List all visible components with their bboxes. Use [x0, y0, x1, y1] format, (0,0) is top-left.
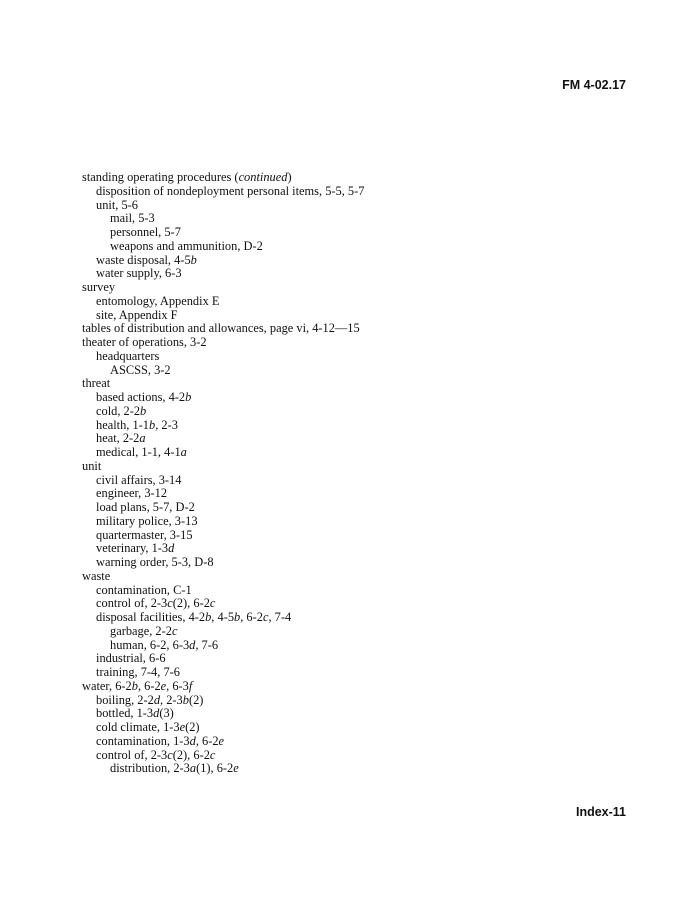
entry-text: (1), 6-2	[196, 761, 234, 776]
index-entry-level-1	[82, 584, 364, 598]
index-entry-level-1	[82, 515, 364, 529]
entry-text: quartermaster, 3-15	[96, 527, 193, 542]
index-entry-level-2	[82, 240, 364, 254]
entry-text: training, 7-4, 7-6	[96, 665, 180, 679]
entry-text: , 6-2	[195, 733, 219, 748]
entry-text: human, 6-2, 6-3	[110, 637, 190, 652]
entry-text: (2), 6-2	[172, 747, 210, 762]
entry-text: , 2-3	[155, 417, 178, 432]
entry-text: cold, 2-2	[96, 403, 141, 418]
index-entry-level-2	[82, 364, 364, 378]
entry-text: personnel, 5-7	[110, 225, 181, 239]
entry-text: industrial, 6-6	[96, 651, 166, 666]
italic-part: e	[179, 720, 186, 734]
index-entry-level-1	[82, 254, 364, 268]
entry-text: weapons and ammunition, D-2	[110, 238, 263, 253]
italic-part: c	[209, 596, 216, 611]
entry-text: )	[287, 170, 292, 184]
index-entry-level-1	[82, 542, 364, 556]
index-entry-level-0	[82, 377, 364, 391]
entry-text: , 6-3	[166, 678, 189, 693]
entry-text: heat, 2-2	[96, 431, 140, 446]
index-entry-level-1	[82, 446, 364, 460]
index-entry-level-1	[82, 749, 364, 763]
italic-part: a	[189, 761, 197, 776]
entry-text: site, Appendix F	[96, 307, 178, 322]
index-entry-level-1	[82, 405, 364, 419]
entry-text: waste	[82, 568, 111, 583]
entry-text: , 6-2	[137, 678, 161, 693]
entry-text: cold climate, 1-3	[96, 720, 180, 734]
italic-part: a	[180, 445, 187, 459]
entry-text: unit, 5-6	[96, 197, 138, 212]
entry-text: (2)	[188, 692, 204, 707]
entry-text: , 2-3	[160, 692, 183, 707]
index-entry-level-1	[82, 487, 364, 501]
entry-text: disposal facilities, 4-2	[96, 610, 206, 624]
index-entry-level-1	[82, 501, 364, 515]
entry-text: bottled, 1-3	[96, 706, 154, 721]
italic-part: d	[153, 706, 160, 721]
entry-text: contamination, 1-3	[96, 733, 190, 748]
italic-part: f	[188, 678, 193, 693]
italic-part: b	[131, 678, 138, 693]
entry-text: , 7-4	[268, 610, 292, 624]
italic-part: c	[167, 747, 173, 762]
index-entry-level-0	[82, 680, 364, 694]
entry-text: based actions, 4-2	[96, 390, 186, 404]
entry-text: ASCSS, 3-2	[110, 362, 171, 377]
italic-part: d	[189, 733, 196, 748]
index-entry-level-2	[82, 762, 364, 776]
entry-text: waste disposal, 4-5	[96, 252, 191, 267]
entry-text: water, 6-2	[82, 678, 132, 693]
index-entry-level-1	[82, 350, 364, 364]
entry-text: engineer, 3-12	[96, 486, 168, 501]
entry-text: control of, 2-3	[96, 747, 168, 762]
index-entry-level-1	[82, 666, 364, 680]
entry-text: civil affairs, 3-14	[96, 472, 182, 487]
index-entry-level-1	[82, 735, 364, 749]
italic-part: b	[149, 417, 156, 432]
index-entry-level-1	[82, 529, 364, 543]
index-entry-level-1	[82, 432, 364, 446]
index-entry-level-1	[82, 556, 364, 570]
index-entry-level-1	[82, 419, 364, 433]
entry-text: headquarters	[96, 348, 160, 363]
entry-text: , 6-2	[240, 610, 263, 624]
italic-part: c	[167, 596, 173, 611]
italic-part: c	[262, 610, 269, 624]
index-entry-level-1	[82, 309, 364, 323]
index-entry-level-1	[82, 721, 364, 735]
italic-part: b	[205, 610, 212, 624]
entry-text: unit	[82, 458, 102, 473]
italic-part: c	[209, 747, 216, 762]
index-entry-level-0	[82, 460, 364, 474]
entry-text: contamination, C-1	[96, 582, 192, 597]
entry-text: control of, 2-3	[96, 596, 168, 611]
entry-text: survey	[82, 280, 116, 294]
index-entry-level-1	[82, 199, 364, 213]
entry-text: , 7-6	[195, 637, 219, 652]
entry-text: military police, 3-13	[96, 513, 198, 528]
index-entry-level-0	[82, 322, 364, 336]
entry-text: (2), 6-2	[172, 596, 210, 611]
italic-part: b	[182, 692, 189, 707]
italic-part: b	[185, 390, 192, 404]
index-entry-level-1	[82, 391, 364, 405]
index-entry-level-1	[82, 707, 364, 721]
entry-text: (3)	[159, 706, 174, 721]
entry-text: health, 1-1	[96, 417, 149, 432]
page-number: Index-11	[575, 805, 626, 819]
entry-text: boiling, 2-2	[96, 692, 154, 707]
entry-text: veterinary, 1-3	[96, 541, 169, 556]
entry-text: tables of distribution and allowances, page vi, 4-12—15	[82, 321, 360, 336]
italic-part: e	[218, 733, 225, 748]
entry-text: load plans, 5-7, D-2	[96, 500, 195, 514]
index-entry-level-0	[82, 171, 364, 185]
entry-text: distribution, 2-3	[110, 761, 190, 776]
italic-part: d	[189, 637, 196, 652]
index-entry-level-1	[82, 474, 364, 488]
index-entry-level-1	[82, 185, 364, 199]
italic-part: e	[233, 761, 239, 776]
index-entry-level-2	[82, 625, 364, 639]
index-entry-level-0	[82, 570, 364, 584]
entry-text: warning order, 5-3, D-8	[96, 555, 214, 569]
entry-text: standing operating procedures (	[82, 170, 239, 184]
index-entry-level-2	[82, 639, 364, 653]
index-entry-level-1	[82, 295, 364, 309]
index-entry-level-1	[82, 652, 364, 666]
italic-part: d	[168, 541, 175, 556]
index-entry-level-1	[82, 267, 364, 281]
italic-part: b	[190, 252, 197, 267]
entry-text: disposition of nondeployment personal items, 5-5, 5-7	[96, 183, 365, 198]
index-entry-level-1	[82, 597, 364, 611]
entry-text: mail, 5-3	[110, 211, 155, 226]
index-entry-level-2	[82, 212, 364, 226]
italic-part: d	[153, 692, 161, 707]
index-entry-level-2	[82, 226, 364, 240]
italic-part: b	[234, 610, 241, 624]
entry-text: (2)	[185, 720, 200, 734]
italic-part: a	[139, 431, 146, 446]
index-entry-level-1	[82, 694, 364, 708]
entry-text: water supply, 6-3	[96, 266, 182, 281]
entry-text: entomology, Appendix E	[96, 293, 220, 308]
index-entry-level-0	[82, 336, 364, 350]
entry-text: theater of operations, 3-2	[82, 335, 207, 349]
entry-text: , 4-5	[211, 610, 235, 624]
italic-part: b	[140, 403, 147, 418]
italic-part: e	[160, 678, 167, 693]
italic-part: c	[171, 623, 178, 638]
index-list	[82, 171, 364, 776]
entry-text: garbage, 2-2	[110, 623, 172, 638]
document-id: FM 4-02.17	[562, 78, 626, 92]
index-entry-level-0	[82, 281, 364, 295]
entry-text: threat	[82, 376, 111, 391]
italic-part: continued	[238, 170, 288, 184]
entry-text: medical, 1-1, 4-1	[96, 445, 181, 459]
index-entry-level-1	[82, 611, 364, 625]
